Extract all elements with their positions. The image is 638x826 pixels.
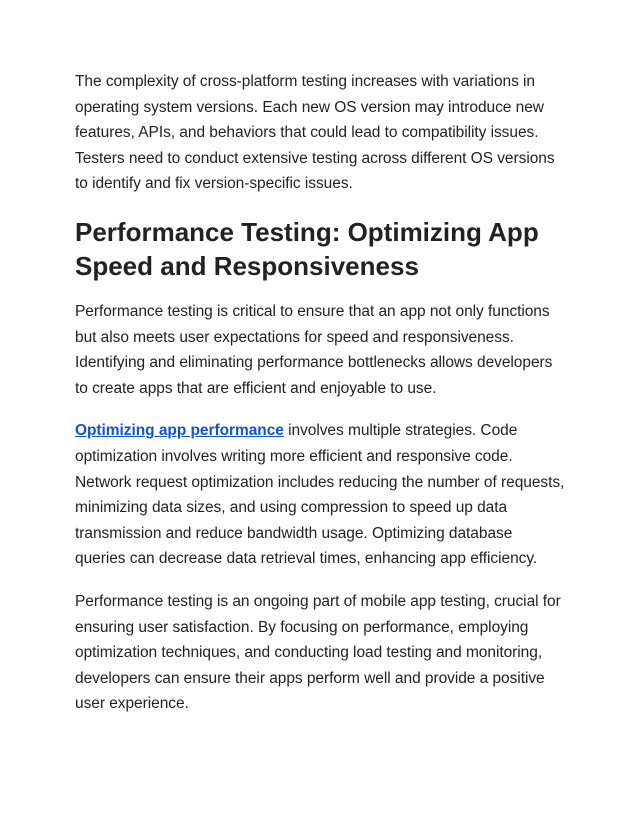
paragraph-optimizing xyxy=(75,418,565,572)
paragraph-optimizing-text: involves multiple strategies. Code optimization involves writing more efficient and responsive code. Network request optimization includes reducing the number of requests, minimizing data sizes, and using compression to speed up data transmission and reduce bandwidth usage. Optimizing database queries can decrease data retrieval times, enhancing app efficiency. xyxy=(75,422,565,568)
paragraph-conclusion: Performance testing is an ongoing part of mobile app testing, crucial for ensuring user satisfaction. By focusing on performance, employing optimization techniques, and conducting load testing and monitoring, developers can ensure their apps perform well and provide a positive user experience. xyxy=(75,592,561,713)
section-heading: Performance Testing: Optimizing App Speed and Responsiveness xyxy=(75,216,539,281)
paragraph-performance-intro: Performance testing is critical to ensure that an app not only functions but also meets user expectations for speed and responsiveness. Identifying and eliminating performance bottlenecks allows developers to create apps that are efficient and enjoyable to use. xyxy=(75,302,553,397)
document-page xyxy=(75,69,565,717)
optimizing-app-performance-link[interactable]: Optimizing app performance xyxy=(75,422,284,440)
paragraph-os-versions: The complexity of cross-platform testing increases with variations in operating system versions. Each new OS version may introduce new features, APIs, and behaviors that could lead to compatibility issues. Testers need to conduct extensive testing across different OS versions to identify and fix version-specific issues. xyxy=(75,73,555,193)
